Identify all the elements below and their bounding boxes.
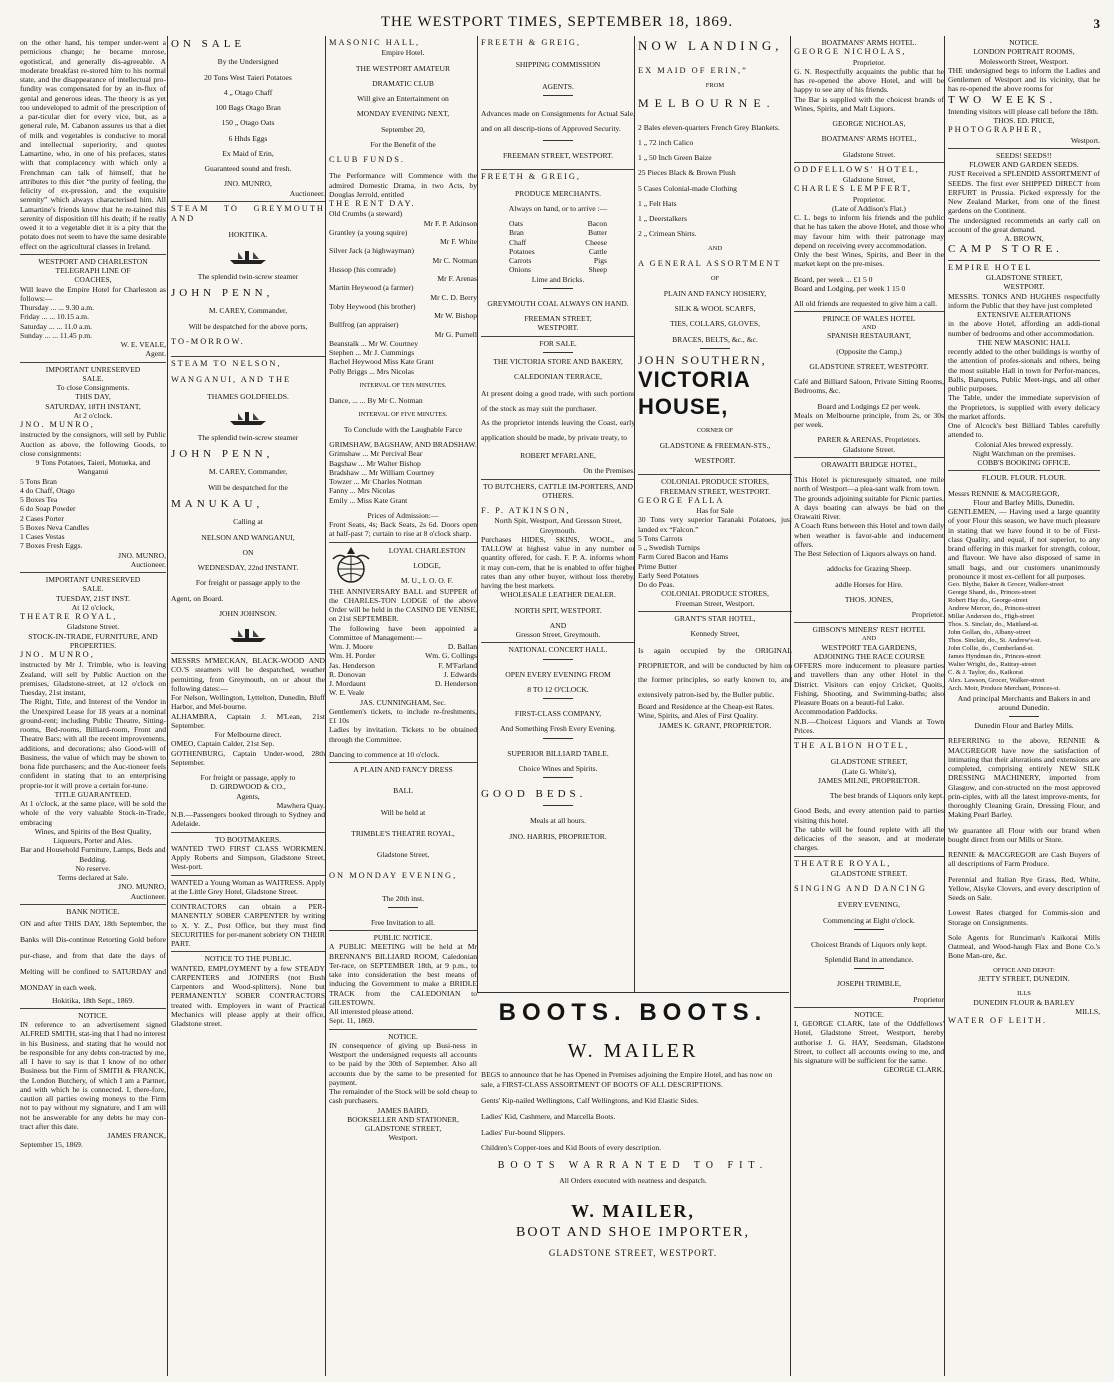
column-7 [944,36,1100,1376]
oddfellows-hotel-advert: ODDFELLOWS' HOTEL, Gladstone Street, CHARLES LEMPFERT, Proprietor. (Late of Addison's Flat.) C. L. begs to inform his friends and the public that he has taken the above Hotel, and those who may favour him with their patronage may depend on receiving every accommodation. Only the best Wines, Spirits, and Beer in the market kept on the pre-mises. Board, per week ... £1 5 0 Board and Lodging, per week 1 15 0 All old friends are requested to give him a call. [794,163,944,313]
grants-star-hotel-advert: GRANT'S STAR HOTEL, Kennedy Street, Is again occupied by the ORIGINAL PROPRIETOR, and will be conducted by him on the former principles, so early known to, and extensively patron-ised by, the Buller public. Board and Residence at the Cheap-est Rates. Wine, Spirits, and Ales of First Quality. JAMES K. GRANT, PROPRIETOR. [638,613,792,730]
public-meeting-notice: PUBLIC NOTICE. A PUBLIC MEETING will be held at Mr BRENNAN'S BILLIARD ROOM, Caledonian Ter-race, on SEPTEMBER 18th, at 9 p.m., to take into consideration the best means of inducing the Government to make a BRIDLE TRACK from the CALEDONIAN to GILESTOWN. All interested please attend. Sept. 11, 1869. [329,931,477,1030]
mailer-name-2: W. MAILER, [571,1201,695,1222]
page-number: 3 [1093,16,1100,31]
bank-notice: BANK NOTICE. ON and after THIS DAY, 18th September, the Banks will Dis-continue Retorting Gold before pur-chase, and from that date the days of Melting will be confined to SATURDAY and MONDAY in each week. Hokitika, 18th Sept., 1869. [20,905,166,1009]
public-notice: NOTICE TO THE PUBLIC. WANTED, EMPLOYMENT by a few STEADY CARPENTERS and JOINERS (not Bush Carpenters and Wood-splitters). None but PERMANENTLY SOBER CONTRACTORS treated with. Employers in want of Practical Mechanics will please apply at their office, Gladstone street. [171,954,325,1029]
boots-advert: BOOTS. BOOTS. W. MAILER BEGS to announce that he has Opened in Premises adjoining the Empire Hotel, and has now on sale, a FIRST-CLASS ASSORTMENT OF BOOTS OF ALL DESCRIPTIONS. Gents' Kip-nailed Wellingtons, Calf Wellingtons, and Kid Elastic Sides. Ladies' Kid, Cashmere, and Marcella Boots. Ladies' Fur-bound Slippers. Children's Copper-toes and Kid Boots of every description. BOOTS WARRANTED TO FIT. All Orders executed with neatness and despatch. W. MAILER, BOOT AND SHOE IMPORTER, GLADSTONE STREET, WESTPORT. [477,992,789,1377]
masthead [0,0,1114,36]
column-1 [20,36,166,1376]
warranted-line: BOOTS WARRANTED TO FIT. [497,1160,769,1172]
mcmeckan-advert: MESSRS M'MECKAN, BLACK-WOOD AND CO.'S steamers will be despatched, weather permitting, from Greymouth, on or about the following dates:— For Nelson, Wellington, Lyttelton, Dunedin, Bluff Harbor, and Mel-bourne. ALHAMBRA, Captain J. M'Lean, 21st September. For Melbourne direct. OMEO, Captain Calder, 21st Sep. GOTHENBURG, Captain Under-wood, 28th September. For freight or passage, apply to D. GIRDWOOD & CO., Agents, Mawhera Quay. N.B.—Passengers booked through to Sydney and Adelaide. [171,654,325,833]
coach-advert: WESTPORT AND CHARLESTON TELEGRAPH LINE OF COACHES, Will leave the Empire Hotel for Charleston as follows:— Thursday ... ... 9.30 a.m. Friday ... ... 10.15 a.m. Saturday ... ... 11.0 a.m. Sunday ... ... 11.45 p.m. W. E. VEALE, Agent. [20,255,166,363]
orawaiti-bridge-advert: ORAWAITI BRIDGE HOTEL, This Hotel is picturesquely situated, one mile north of Westport—a plea-sant walk from town. The grounds adjoining suitable for Picnic parties. A days boating can always be had on the Orawaiti River. A Coach Runs between this Hotel and town daily when weather is favor-able and inducement offers. The Best Selection of Liquors always on hand. addocks for Grazing Sheep. addle Horses for Hire. THOS. JONES, Proprietor. [794,458,944,624]
lodge-advert: LOYAL CHARLESTON LODGE, M. U., I. O. O. F. THE ANNIVERSARY BALL and SUPPER of the CHARLES-TON LODGE of the above Order will be held in the CASINO DE VENISE, on 21st SEPTEMBER. The following have been appointed a Committee of Management:— Wm. J. Moore D. Ballan Wm. H. Porder Wm. G. Collings Jas. Henderson F. M'Farland R. Donovan J. Edwards J. Mordaunt D. Henderson W. E. Veale JAS. CUNNINGHAM, Sec. Gentlemen's tickets, to include re-freshments, £1 10s Ladies by invitation. Tickets to be obtained through the Committee. Dancing to commence at 10 o'clock. [329,543,477,764]
oddfellows-emblem-icon [329,545,373,587]
on-sale-advert: ON SALE By the Undersigned 20 Tons West Taieri Potatoes 4 „ Otago Chaff 100 Bags Otago Bran 150 „ Otago Oats 6 Hhds Eggs Ex Maid of Erin, Guaranteed sound and fresh. JNO. MUNRO, Auctioneer. [171,36,325,202]
steamer-advert-2: STEAM TO NELSON, WANGANUI, AND THE THAMES GOLDFIELDS. The splendid twin-screw steamer JOHN PENN, M. CAREY, Commander, Will be despatched for the MANUKAU, Calling at NELSON AND WANGANUI, ON WEDNESDAY, 22nd INSTANT. For freight or passage apply to the Agent, on Board. JOHN JOHNSON. [171,357,325,654]
colonial-produce-advert: COLONIAL PRODUCE STORES, FREEMAN STREET, WESTPORT. GEORGE FALLA Has for Sale 30 Tons very superior Taranaki Potatoes, just landed ex “Falcon.” 5 Tons Carrots 5 „ Swedish Turnips Farm Cured Bacon and Hams Prime Butter Early Seed Potatoes Do do Peas. COLONIAL PRODUCE STORES, Freeman Street, Westport. [638,475,792,612]
steamship-icon [228,246,268,266]
portrait-rooms-advert: NOTICE. LONDON PORTRAIT ROOMS, Molesworth Street, Westport. THE undersigned begs to inform the Ladies and Gentlemen of Westport and its vicinity, that he has re-opened the above rooms for TWO WEEKS. Intending visitors will please call before the 18th. THOS. ED. PRICE, PHOTOGRAPHER, Westport. [948,36,1100,149]
article-continuation: on the other hand, his temper under-went a pernicious change; he became morose, egotistical, and generally dis-agreeable. A moderate breakfast re-stored him to his normal state, and the disappearance of intellectual pro-fundity was compensated for by an in-flux of genial and generous ideas. The theory is as yet too undeveloped to admit of the prescription of a par-ticular diet for every vice, but, as a general rule, M. Cabanon assures us that a diet of milk and vegetables is conducive to moral and intellectual superiority, and quotes Lamartine, who, in one of his prefaces, states with that complacency with which only a Frenchman can talk of himself, that he attributes to this diet “the purity of feeling, the felicity of ex-pression, and the exquisite serenity” which always characterised him. All Lamartine's friends know that he re-tained this serenity of disposition till his death; if he really owed it to a vegetable diet it is a pity that the potato does not seem to have the same desirable effect on the agricultural classes in Ireland. [20,36,166,255]
bootmakers-advert: TO BOOTMAKERS. WANTED TWO FIRST CLASS WORKMEN. Apply Roberts and Simpson, Gladstone Street, West-port. [171,833,325,876]
fancy-dress-ball-advert: A PLAIN AND FANCY DRESS BALL Will be held at TRIMBLE'S THEATRE ROYAL, Gladstone Street, ON MONDAY EVENING, The 20th inst. Free Invitation to all. [329,763,477,931]
freeth-greig-produce-advert: FREETH & GREIG, PRODUCE MERCHANTS. Always on hand, or to arrive :— Oats Bacon Bran Butter Chaff Cheese Potatoes Cattle Carrots Pigs Onions Sheep Lime and Bricks. GREYMOUTH COAL ALWAYS ON HAND. FREEMAN STREET, WESTPORT. [481,170,635,336]
contractors-advert: CONTRACTORS can obtain a PER-MANENTLY SOBER CARPENTER by writing to X. Y. Z., Post Office, but they must find SECURITIES for per-manent sobriety ON THEIR PART. [171,900,325,952]
steamship-icon [228,624,268,644]
empire-hotel-advert: EMPIRE HOTEL GLADSTONE STREET, WESTPORT. MESSRS. TONKS AND HUGHES respectfully inform the Public that they have just completed EXTENSIVE ALTERATIONS in the above Hotel, affording an addi-tional number of bedrooms and other accommodation. THE NEW MASONIC HALL recently added to the other buildings is worthy of the attention of profes-sionals and others, being the most suitable Hall in town for Perfor-mances, Balls, Banquets, Public Meet-ings, and all other public purposes. The Table, under the immediate supervision of the Proprietors, is supplied with every delicacy the market affords. One of Alcock's best Billiard Tables carefully attended to. Colonial Ales brewed expressly. Night Watchman on the premises. COBB'S BOOKING OFFICE. [948,261,1100,472]
waitress-advert: WANTED a Young Woman as WAITRESS. Apply at the Little Grey Hotel, Gladstone Street. [171,876,325,901]
boots-header: BOOTS. BOOTS. [498,999,768,1026]
baird-notice: NOTICE. IN consequence of giving up Busi-ness in Westport the undersigned requests all accounts to be paid by the 30th of September. Also all accounts due by the same to be presented for payment. The remainder of the Stock will be sold cheap to cash purchasers. JAMES BAIRD, BOOKSELLER AND STATIONER, GLADSTONE STREET, Westport. [329,1031,477,1143]
column-3 [325,36,477,1376]
steamship-icon [228,407,268,427]
freeth-greig-shipping-advert: FREETH & GREIG, SHIPPING COMMISSION AGENTS. Advances made on Consignments for Actual Sale, and on all descrip-tions of Approved Security. FREEMAN STREET, WESTPORT. [481,36,635,170]
column-6 [790,36,944,1376]
boatmans-arms-advert: BOATMANS' ARMS HOTEL. GEORGE NICHOLAS, Proprietor. G. N. Respectfully acquaints the public that he has re-opened the above Hotel, and will be happy to see any of his friends. The Bar is supplied with the choicest brands of Wines, Spirits, and Malt Liquors. GEORGE NICHOLAS, BOATMANS' ARMS HOTEL, Gladstone Street. [794,36,944,163]
seeds-advert: SEEDS! SEEDS!! FLOWER AND GARDEN SEEDS. JUST Received a SPLENDID ASSORTMENT of SEEDS. The first ever SHIPPED DIRECT from ERFURT in Prussia. Picked expressly for the New Zealand Market, from one of the finest gardens on the Continent. The undersigned recommends an early call on account of the great demand. A. BROWN, CAMP STORE. [948,149,1100,261]
prince-of-wales-advert: PRINCE OF WALES HOTEL AND SPANISH RESTAURANT, (Opposite the Camp,) GLADSTONE STREET, WESTPORT. Café and Billiard Saloon, Private Sitting Rooms, Bedrooms, &c. Board and Lodgings £2 per week. Meals on Melbourne principle, from 2s, or 30s per week. PARER & ARENAS, Proprietors. Gladstone Street. [794,312,944,458]
clark-notice: NOTICE. I, GEORGE CLARK, late of the Oddfellows' Hotel, Gladstone Street, Westport, hereby authorise J. G. HAY, Seedsman, Gladstone Street, to collect all accounts owing to me, and his signature will be sufficient for the same. GEORGE CLARK. [794,1009,944,1075]
for-sale-advert: FOR SALE. THE VICTORIA STORE AND BAKERY, CALEDONIAN TERRACE, At present doing a good trade, with such portions of the stock as may suit the purchaser. As the proprietor intends leaving the Coast, early application should be made, by private treaty, to ROBERT M'FARLANE, On the Premises. [481,337,635,480]
steamer-advert-1: STEAM TO GREYMOUTH AND HOKITIKA. The splendid twin-screw steamer JOHN PENN, M. CAREY, Commander, Will be despatched for the above ports, TO-MORROW. [171,202,325,357]
sale-advert-2: IMPORTANT UNRESERVED SALE. TUESDAY, 21ST INST. At 12 o'clock, THEATRE ROYAL, Gladstone Street. STOCK-IN-TRADE, FURNITURE, AND PROPERTIES. JNO. MUNRO, instructed by Mr J. Trimble, who is leaving Zealand, will sell by Public Auction on the premises, Gladstone-street, at 12 o'clock on Tuesday, 21st instant, The Right, Title, and Interest of the Vendor in the Unexpired Lease for 18 years at a nominal ground-rent; including Public Theatre, Sitting-rooms, Bed-rooms, Billiard-room, Front and Theatre Bars; with all the recent improvements, additions, and decorations; also Good-will of Business, the value of which may be shown to bona fide purchasers; and the Auc-tioneer feels confident in stating that to an enterprising proprie-tor it will prove a certain for-tune. TITLE GUARANTEED. At 1 o'clock, at the same place, will be sold the whole of the very valuable Stock-in-Trade, embracing Wines, and Spirits of the Best Quality, Liqueurs, Porter and Ales. Bar and Household Furniture, Lamps, Beds and Bedding. No reserve. Terms declared at Sale. JNO. MUNRO, Auctioneer. [20,573,166,905]
flour-advert: FLOUR. FLOUR. FLOUR. Messrs RENNIE & MACGREGOR, Flour and Barley Mills, Dunedin. GENTLEMEN, — Having used a large quantity of your Flour this season, we have much pleasure in stating that we have found it to be of First-class Quality, and equal, if not superior, to any brand offering in this market for strength, colour, and flavour. We have also disposed of same in small bags, and our customers unanimously pronounce it most ex-cellent for all purposes. Geo. Blythe, Baker & Grocer, Walker-street George Shand, do., Princes-street Robert Hay do., George-street Andrew Mercer, do., Princes-street Millar Anderson do., High-street Thos. S. Sinclair, do., Maitland-st. John Gollan, do., Albany-street Thos. Sinclair, do., St. Andrew's-st. John Collie, do., Cumberland-st. James Hyndman do., Princes-street Walter Wright, do., Rattray-street C. & J. Taylor, do., Kaikorai Alex. Lawson, Grocer, Walker-street Arch. Moir, Produce Merchant, Princes-st. And principal Merchants and Bakers in and around Dunedin. Dunedin Flour and Barley Mills. REFERRING to the above, RENNIE & MACGREGOR have now the satisfaction of intimating that their alterations and extensions are completed, comprising entirely NEW SILK DRESSING MACHINERY, imported from Glasgow, and con-structed on the most approved prin-ciples, with all the latest improve-ments, for thoroughly Cleaning Grain, Dressing Flour, and Making Pearl Barley. We guarantee all Flour with our brand when bought direct from our Mills or Store. RENNIE & MACGREGOR are Cash Buyers of all descriptions of Farm Produce. Perennial and Italian Rye Grass, Red, White, Yellow, Alsyke Clovers, and every description of Seeds on Sale. Lowest Rates charged for Commis-sion and Storage on Consignments. Sole Agents for Runciman's Kaikorai Mills Oatmeal, and Wood-haugh Flax and Bone Co.'s Bone Man-ure, &c. OFFICE AND DEPOT: JETTY STREET, DUNEDIN. ILLS DUNEDIN FLOUR & BARLEY MILLS, WATER OF LEITH. [948,473,1100,1026]
atkinson-advert: TO BUTCHERS, CATTLE IM-PORTERS, AND OTHERS. F. P. ATKINSON, North Spit, Westport, And Gresson Street, Greymouth. Purchases HIDES, SKINS, WOOL, and TALLOW at highest value in any number or quantity offered, for cash. F. P. A. informs whom it may con-cern, that he is enabled to offer higher rates than any other buyer, without loss thereby, having the best markets. WHOLESALE LEATHER DEALER. NORTH SPIT, WESTPORT. AND Gresson Street, Greymouth. [481,480,635,644]
masthead-title: THE WESTPORT TIMES, SEPTEMBER 18, 1869. [380,14,734,30]
gibsons-hotel-advert: GIBSON'S MINERS' REST HOTEL AND WESTPORT TEA GARDENS, ADJOINING THE RACE COURSE OFFERS more inducement to pleasure parties and travellers than any other Hotel in the District. Visitors can enjoy Cricket, Quoits, Fishing, Shooting, and Swimming-baths; also Pleasure Boats on a beauti-ful Lake. Accommodation Paddocks. N.B.—Choicest Liquors and Viands at Town Prices. [794,623,944,739]
theatre-royal-advert: THEATRE ROYAL, GLADSTONE STREET. SINGING AND DANCING EVERY EVENING, Commencing at Eight o'clock. Choicest Brands of Liquors only kept. Splendid Band in attendance. JOSEPH TRIMBLE, Proprietor [794,857,944,1008]
masonic-hall-advert: MASONIC HALL, Empire Hotel. THE WESTPORT AMATEUR DRAMATIC CLUB Will give an Entertainment on MONDAY EVENING NEXT, September 20, For the Benefit of the CLUB FUNDS. The Performance will Commence with the admired Domestic Drama, in two Acts, by Douglas Jerrold, entitled THE RENT DAY. Old Crumbs (a steward) Mr F. P. Atkinson Grantley (a young squire) Mr F. White Silver Jack (a highwayman) Mr C. Notman Hussop (his comrade) Mr F. Arenas Martin Heywood (a farmer) Mr C. D. Berry Toby Heywood (his brother) Mr W. Bishop Bullfrog (an appraiser) Mr G. Purnell Beanstalk ... Mr W. Courtney Stephen ... Mr J. Cummings Rachel Heywood Miss Kate Grant Polly Briggs ... Mrs Nicolas INTERVAL OF TEN MINUTES. Dance, ... ... By Mr C. Notman INTERVAL OF FIVE MINUTES. To Conclude with the Laughable Farce GRIMSHAW, BAGSHAW, AND BRADSHAW. Grimshaw ... Mr Percival Bear Bagshaw ... Mr Walter Bishop Bradshaw ... Mr William Courtney Towzer ... Mr Charles Notman Fanny ... Mrs Nicolas Emily ... Miss Kate Grant Prices of Admission:— Front Seats, 4s; Back Seats, 2s 6d. Doors open at half-past 7; curtain to rise at 8 o'clock sharp. [329,36,477,543]
sale-advert-1: IMPORTANT UNRESERVED SALE. To close Consignments. THIS DAY, SATURDAY, 18TH INSTANT, At 2 o'clock. JNO. MUNRO, instructed by the consignors, will sell by Public Auction as above, the following Goods, to close consignments: 9 Tons Potatoes, Taieri, Motueka, and Wanganui 5 Tons Bran 4 do Chaff, Otago 5 Boxes Tea 6 do Soap Powder 2 Cases Porter 5 Boxes Neva Candles 1 Cases Vestas 7 Boxes Fresh Eggs. JNO. MUNRO, Auctioneer. [20,363,166,574]
franck-notice: NOTICE. IN reference to an advertisement signed ALFRED SMITH, stat-ing that I had no interest in his Business, and stating that he would not be responsible for any debts con-tracted by me, all I have to say is that I know of no other Business but the Firm of SMITH & FRANCK, the London Butchery, of which I am a Partner, and with which he is connected. I, there-fore, caution all parties owing moneys to the Firm not to pay without my signature, and I am will not be answerable for any debts he may con-tract after this date. JAMES FRANCK, September 15, 1869. [20,1010,166,1150]
boot-shoe-importer: BOOT AND SHOE IMPORTER, [516,1224,750,1240]
mailer-name: W. MAILER [567,1040,699,1063]
column-2 [167,36,325,1376]
albion-hotel-advert: THE ALBION HOTEL, GLADSTONE STREET, (Late G. White's), JAMES MILNE, PROPRIETOR. The best brands of Liquors only kept. Good Beds, and every attention paid to parties visiting this hotel. The table will be found replete with all the delicacies of the season, and at moderate charges. [794,739,944,857]
concert-hall-advert: NATIONAL CONCERT HALL. OPEN EVERY EVENING FROM 8 TO 12 O'CLOCK. FIRST-CLASS COMPANY, And Something Fresh Every Evening. SUPERIOR BILLIARD TABLE. Choice Wines and Spirits. GOOD BEDS. Meals at all hours. JNO. HARRIS, PROPRIETOR. [481,645,616,841]
now-landing-advert: NOW LANDING, EX MAID OF ERIN,” FROM MELBOURNE. 2 Bales eleven-quarters French Grey Blankets. 1 „ 72 inch Calico 1 „ 50 Inch Green Baize 25 Pieces Black & Brown Plush 5 Cases Colonial-made Clothing 1 „ Felt Hats 1 „ Deerstalkers 2 „ Crimean Shirts. AND A GENERAL ASSORTMENT OF PLAIN AND FANCY HOSIERY, SILK & WOOL SCARFS, TIES, COLLARS, GLOVES, BRACES, BELTS, &c., &c. JOHN SOUTHERN, VICTORIA HOUSE, CORNER OF GLADSTONE & FREEMAN-STS., WESTPORT. [638,36,792,475]
